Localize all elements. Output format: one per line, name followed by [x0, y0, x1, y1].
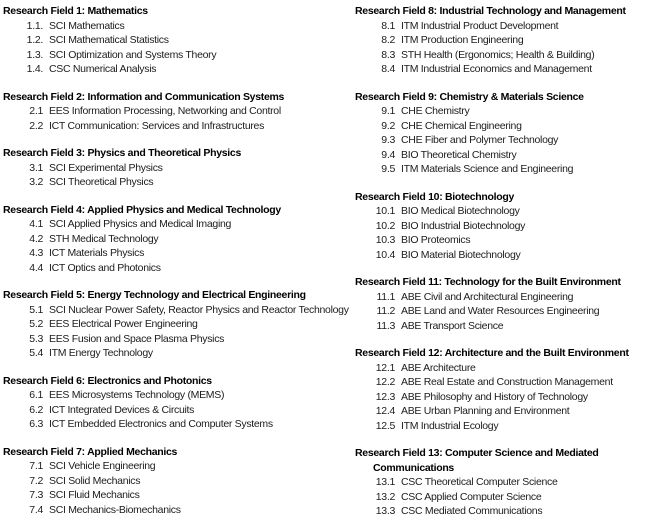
item-text: SCI Mechanics-Biomechanics — [49, 503, 181, 516]
item-text: STH Medical Technology — [49, 232, 159, 245]
list-item — [355, 233, 656, 248]
item-number: 4.2 — [29, 232, 43, 245]
item-number: 1.1. — [26, 19, 43, 32]
item-text: ABE Architecture — [401, 361, 476, 374]
research-field-section — [3, 445, 355, 518]
list-item — [355, 475, 656, 490]
list-item — [3, 33, 355, 48]
list-item — [3, 161, 355, 176]
list-item — [3, 488, 355, 503]
item-number: 9.4 — [381, 148, 395, 161]
item-text: SCI Mathematics — [49, 19, 125, 32]
list-item — [3, 232, 355, 247]
item-text: BIO Theoretical Chemistry — [401, 148, 517, 161]
item-number: 10.1 — [375, 205, 395, 217]
list-item — [355, 419, 656, 434]
item-text: ITM Industrial Economics and Management — [401, 63, 592, 75]
item-number: 8.3 — [381, 48, 395, 61]
section-title-line: Communications — [373, 461, 454, 474]
item-text: ABE Civil and Architectural Engineering — [401, 290, 574, 303]
item-text: BIO Industrial Biotechnology — [401, 219, 526, 232]
section-title-line: Research Field 2: Information and Communication Systems — [3, 90, 285, 103]
item-text: ABE Land and Water Resources Engineering — [401, 305, 600, 317]
list-item — [3, 246, 355, 261]
section-title-line: Research Field 3: Physics and Theoretical Physics — [3, 147, 241, 159]
list-item — [3, 332, 355, 347]
list-item — [355, 361, 656, 376]
item-number: 12.5 — [375, 419, 395, 432]
item-number: 12.1 — [375, 361, 395, 374]
list-item — [355, 148, 656, 163]
item-number: 2.1 — [29, 105, 43, 117]
item-number: 6.2 — [29, 403, 43, 416]
research-field-section — [3, 374, 355, 432]
item-number: 5.4 — [29, 347, 43, 359]
column-right — [355, 4, 656, 532]
list-item — [355, 404, 656, 419]
list-item — [3, 474, 355, 489]
list-item — [3, 48, 355, 63]
item-number: 8.4 — [381, 63, 395, 75]
item-number: 5.1 — [29, 303, 43, 316]
list-item — [3, 503, 355, 518]
list-item — [3, 175, 355, 190]
list-item — [355, 162, 656, 177]
item-text: SCI Vehicle Engineering — [49, 460, 156, 472]
item-number: 12.3 — [375, 390, 395, 403]
research-field-section — [3, 4, 355, 77]
item-text: EES Fusion and Space Plasma Physics — [49, 332, 225, 345]
item-text: ITM Energy Technology — [49, 347, 153, 359]
list-item — [355, 62, 656, 77]
item-text: CHE Chemistry — [401, 105, 470, 117]
item-text: SCI Mathematical Statistics — [49, 34, 169, 46]
item-number: 1.3. — [26, 48, 43, 61]
item-number: 10.2 — [375, 219, 395, 232]
item-text: ABE Transport Science — [401, 319, 504, 332]
research-field-section — [3, 146, 355, 190]
list-item — [355, 133, 656, 148]
list-item — [3, 417, 355, 432]
research-field-section — [355, 4, 656, 77]
section-title-line: Research Field 8: Industrial Technology and Management — [355, 5, 626, 17]
item-text: EES Microsystems Technology (MEMS) — [49, 389, 225, 401]
item-text: ICT Communication: Services and Infrastructures — [49, 119, 265, 132]
section-title-line: Research Field 1: Mathematics — [3, 5, 148, 17]
item-text: ITM Materials Science and Engineering — [401, 163, 574, 175]
list-item — [355, 390, 656, 405]
item-number: 7.4 — [29, 503, 43, 516]
item-text: STH Health (Ergonomics; Health & Building) — [401, 48, 595, 61]
item-number: 9.2 — [381, 119, 395, 132]
item-number: 4.4 — [29, 261, 43, 274]
list-item — [355, 48, 656, 63]
item-text: ITM Industrial Ecology — [401, 419, 499, 432]
research-field-section — [355, 190, 656, 263]
item-text: SCI Nuclear Power Safety, Reactor Physics and Reactor Technology — [49, 303, 349, 316]
list-item — [355, 290, 656, 305]
item-text: CSC Mediated Communications — [401, 505, 543, 517]
list-item — [3, 346, 355, 361]
item-text: ABE Real Estate and Construction Management — [401, 376, 613, 388]
list-item — [355, 33, 656, 48]
list-item — [355, 375, 656, 390]
item-text: BIO Material Biotechnology — [401, 248, 521, 261]
item-number: 7.3 — [29, 489, 43, 501]
item-number: 8.2 — [381, 34, 395, 46]
item-number: 2.2 — [29, 119, 43, 132]
list-item — [355, 219, 656, 234]
item-number: 7.1 — [29, 460, 43, 472]
item-text: SCI Applied Physics and Medical Imaging — [49, 218, 232, 230]
item-text: SCI Solid Mechanics — [49, 474, 141, 487]
list-item — [355, 504, 656, 519]
item-text: CSC Applied Computer Science — [401, 490, 542, 503]
list-item — [3, 119, 355, 134]
item-number: 12.2 — [375, 376, 395, 388]
list-item — [3, 388, 355, 403]
list-item — [3, 104, 355, 119]
list-item — [355, 19, 656, 34]
item-number: 3.2 — [29, 176, 43, 188]
section-title-line: Research Field 12: Architecture and the Built Environment — [355, 347, 629, 359]
item-text: ITM Industrial Product Development — [401, 19, 559, 32]
list-item — [3, 303, 355, 318]
section-title-line: Research Field 9: Chemistry & Materials Science — [355, 90, 584, 103]
item-number: 1.2. — [26, 34, 43, 46]
item-text: ABE Philosophy and History of Technology — [401, 390, 588, 403]
item-text: CHE Fiber and Polymer Technology — [401, 134, 559, 146]
item-text: CSC Theoretical Computer Science — [401, 476, 558, 488]
item-number: 13.3 — [375, 505, 395, 517]
item-text: CHE Chemical Engineering — [401, 119, 522, 132]
item-number: 6.3 — [29, 418, 43, 430]
item-text: ICT Materials Physics — [49, 247, 145, 259]
column-left — [3, 4, 355, 532]
item-text: SCI Fluid Mechanics — [49, 489, 140, 501]
item-number: 13.2 — [375, 490, 395, 503]
item-text: BIO Medical Biotechnology — [401, 205, 520, 217]
item-number: 11.1 — [376, 290, 395, 303]
research-field-section — [355, 275, 656, 333]
section-title-line: Research Field 6: Electronics and Photonics — [3, 374, 212, 387]
item-number: 9.5 — [381, 163, 395, 175]
list-item — [355, 204, 656, 219]
item-number: 9.1 — [381, 105, 395, 117]
item-text: ABE Urban Planning and Environment — [401, 405, 570, 417]
research-field-section — [3, 288, 355, 361]
item-number: 4.3 — [29, 247, 43, 259]
list-item — [355, 248, 656, 263]
item-number: 11.2 — [376, 305, 395, 317]
item-text: ICT Embedded Electronics and Computer Systems — [49, 418, 273, 430]
item-number: 10.3 — [375, 234, 395, 246]
item-text: BIO Proteomics — [401, 234, 471, 246]
item-number: 4.1 — [29, 218, 43, 230]
item-number: 11.3 — [376, 319, 395, 332]
list-item — [3, 403, 355, 418]
section-title-line: Research Field 4: Applied Physics and Medical Technology — [3, 203, 281, 216]
item-number: 1.4. — [26, 63, 43, 75]
item-text: ICT Optics and Photonics — [49, 261, 161, 274]
list-item — [355, 119, 656, 134]
item-text: CSC Numerical Analysis — [49, 63, 157, 75]
item-number: 7.2 — [29, 474, 43, 487]
item-number: 8.1 — [381, 19, 395, 32]
section-title-line: Research Field 5: Energy Technology and Electrical Engineering — [3, 289, 306, 301]
list-item — [3, 459, 355, 474]
item-number: 6.1 — [29, 389, 43, 401]
item-number: 9.3 — [381, 134, 395, 146]
item-text: SCI Theoretical Physics — [49, 176, 154, 188]
item-text: ITM Production Engineering — [401, 34, 524, 46]
section-title-line: Research Field 13: Computer Science and Mediated — [355, 447, 599, 459]
item-number: 3.1 — [29, 161, 43, 174]
list-item — [3, 217, 355, 232]
list-item — [355, 104, 656, 119]
list-item — [355, 490, 656, 505]
research-field-section — [3, 203, 355, 276]
item-text: ICT Integrated Devices & Circuits — [49, 403, 195, 416]
item-text: SCI Optimization and Systems Theory — [49, 48, 217, 61]
item-text: SCI Experimental Physics — [49, 161, 163, 174]
item-text: EES Information Processing, Networking and Control — [49, 105, 281, 117]
section-title-line: Research Field 7: Applied Mechanics — [3, 445, 178, 458]
list-item — [3, 261, 355, 276]
item-number: 12.4 — [375, 405, 395, 417]
list-item — [355, 304, 656, 319]
research-field-section — [355, 90, 656, 177]
research-field-section — [355, 446, 656, 519]
item-number: 5.2 — [29, 318, 43, 330]
section-title-line: Research Field 11: Technology for the Built Environment — [355, 276, 621, 288]
list-item — [3, 19, 355, 34]
item-text: EES Electrical Power Engineering — [49, 318, 198, 330]
list-item — [355, 319, 656, 334]
research-field-section — [3, 90, 355, 134]
section-title-line: Research Field 10: Biotechnology — [355, 190, 515, 203]
item-number: 10.4 — [375, 248, 395, 261]
item-number: 13.1 — [375, 476, 395, 488]
list-item — [3, 317, 355, 332]
list-item — [3, 62, 355, 77]
item-number: 5.3 — [29, 332, 43, 345]
research-field-section — [355, 346, 656, 433]
